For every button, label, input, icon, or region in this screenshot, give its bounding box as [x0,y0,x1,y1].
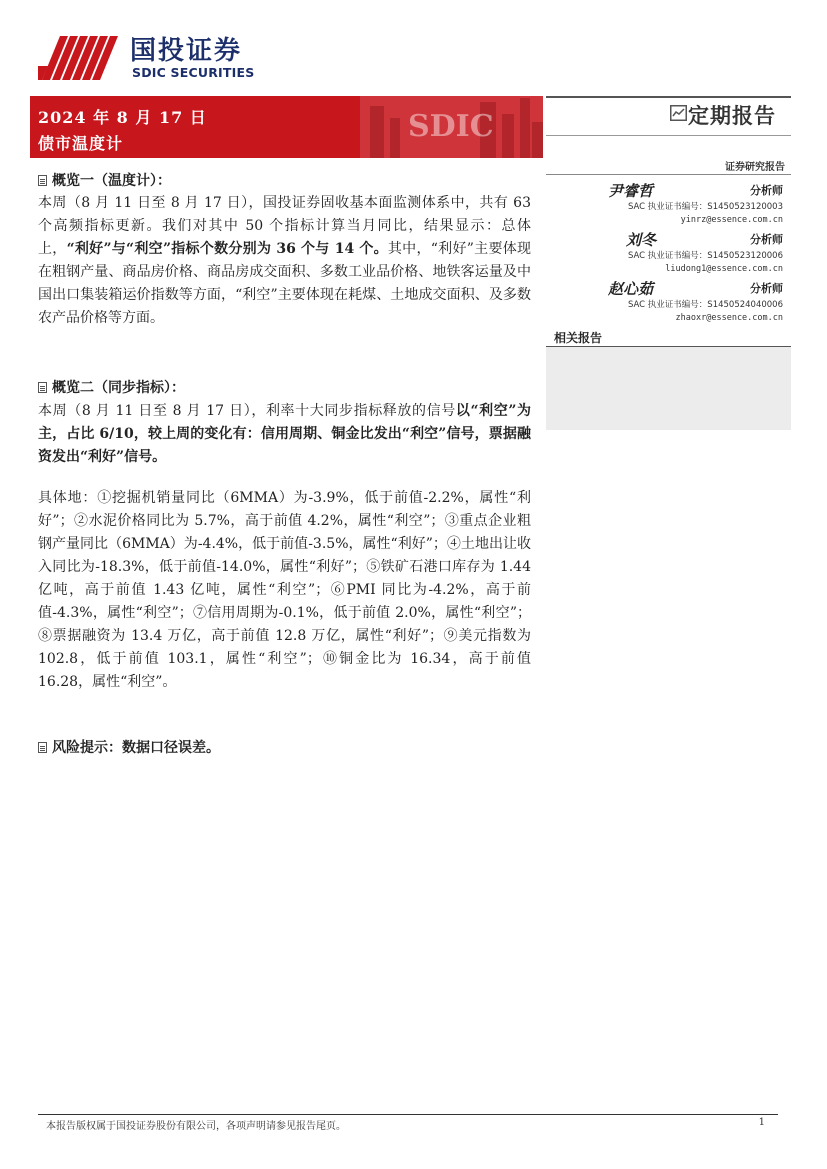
text-run: 本周（8 月 11 日至 8 月 17 日），利率十大同步指标释放的信号 [38,403,456,419]
text-run-bold: “利好”与“利空”指标个数分别为 36 个与 14 个。 [66,241,388,257]
report-date: 2024 年 8 月 17 日 [38,108,207,127]
report-type [688,100,776,130]
analyst-card [546,278,791,330]
section-title: 概览一（温度计）： [52,173,171,189]
analyst-name: 尹睿哲 [608,182,654,200]
footer-divider [38,1114,778,1115]
analyst-email[interactable]: liudong1@essence.com.cn [665,264,783,274]
analyst-name: 赵心茹 [608,280,654,298]
risk-warning: 风险提示：数据口径误差。 [52,740,220,756]
logo-cn-text: 国投证券 [130,36,243,66]
analyst-card [546,180,791,232]
analyst-sac: SAC 执业证书编号：S1450523120003 [627,202,783,212]
analyst-sac: SAC 执业证书编号：S1450523120006 [627,251,783,261]
logo-en-text: SDIC SECURITIES [132,65,255,80]
related-reports-title: 相关报告 [554,331,603,345]
analyst-name: 刘冬 [626,231,657,249]
sidebar-divider [546,174,791,175]
section-heading [38,170,171,190]
svg-text:SDIC: SDIC [408,109,494,144]
paragraph [38,192,531,330]
report-title: 债市温度计 [38,134,124,153]
document-icon [38,382,47,393]
paragraph [38,400,531,469]
section-heading [38,377,185,397]
chart-icon [670,105,687,121]
document-icon [38,175,47,186]
report-category: 证券研究报告 [725,162,785,173]
logo-stripes-icon [38,36,124,80]
company-logo [38,36,268,82]
report-type-label: 定期报告 [688,103,776,128]
title-banner [30,96,543,158]
banner-skyline-graphic [360,96,543,158]
document-icon [38,742,47,753]
section-title: 概览二（同步指标）： [52,380,185,396]
analyst-title: 分析师 [750,233,783,246]
analyst-sac: SAC 执业证书编号：S1450524040006 [627,300,783,310]
footer-disclaimer: 本报告版权属于国投证券股份有限公司，各项声明请参见报告尾页。 [46,1121,346,1132]
analyst-title: 分析师 [750,184,783,197]
sidebar-divider [546,96,791,98]
text-run: 其中，“利好”主要体现在粗钢产量、商品房价格、商品房成交面积、多数工业品价格、地铁客运量及中国出口集装箱运价指数等方面，“利空”主要体现在耗煤、土地成交面积、及多数农产品价格等方面。 [38,241,531,326]
related-reports-list [546,347,791,430]
analyst-email[interactable]: yinrz@essence.com.cn [680,215,783,225]
analyst-email[interactable]: zhaoxr@essence.com.cn [675,313,783,323]
text-run-bold: 以“利空”为主，占比 6/10，较上周的变化有：信用周期、铜金比发出“利空”信号，票据融资发出“利好”信号。 [38,403,532,465]
text-run: 具体地：①挖掘机销量同比（6MMA）为-3.9%，低于前值-2.2%，属性“利好”；②水泥价格同比为 5.7%，高于前值 4.2%，属性“利空”；③重点企业粗钢产量同比（6MMA）为-4.4%，低于前值-3.5%，属性“利好”；④土地出让收入同比为-18.3%，低于前值-14.0%，属性“利好”；⑤铁矿石港口库存为 1.44 亿吨，高于前值 1.43 亿吨，属性“利空”；⑥PMI 同比为-4.2%，高于前值-4.3%，属性“利空”；⑦信用周期为-0.1%，低于前值 2.0%，属性“利空”；⑧票据融资为 13.4 万亿，高于前值 12.8 万亿，属性“利好”；⑨美元指数为 102.8，低于前值 103.1，属性“利空”；⑩铜金比为 16.34，高于前值 16.28，属性“利空”。 [38,490,531,690]
paragraph [38,487,531,694]
analyst-title: 分析师 [750,282,783,295]
page-number: 1 [758,1117,765,1128]
sidebar-divider [546,135,791,136]
section-heading [38,737,220,757]
text-run: 本周（8 月 11 日至 8 月 17 日），国投证券固收基本面监测体系中，共有 63 个高频指标更新。我们对其中 50 个指标计算当月同比，结果显示：总体上， [38,195,531,257]
analyst-card [546,229,791,281]
